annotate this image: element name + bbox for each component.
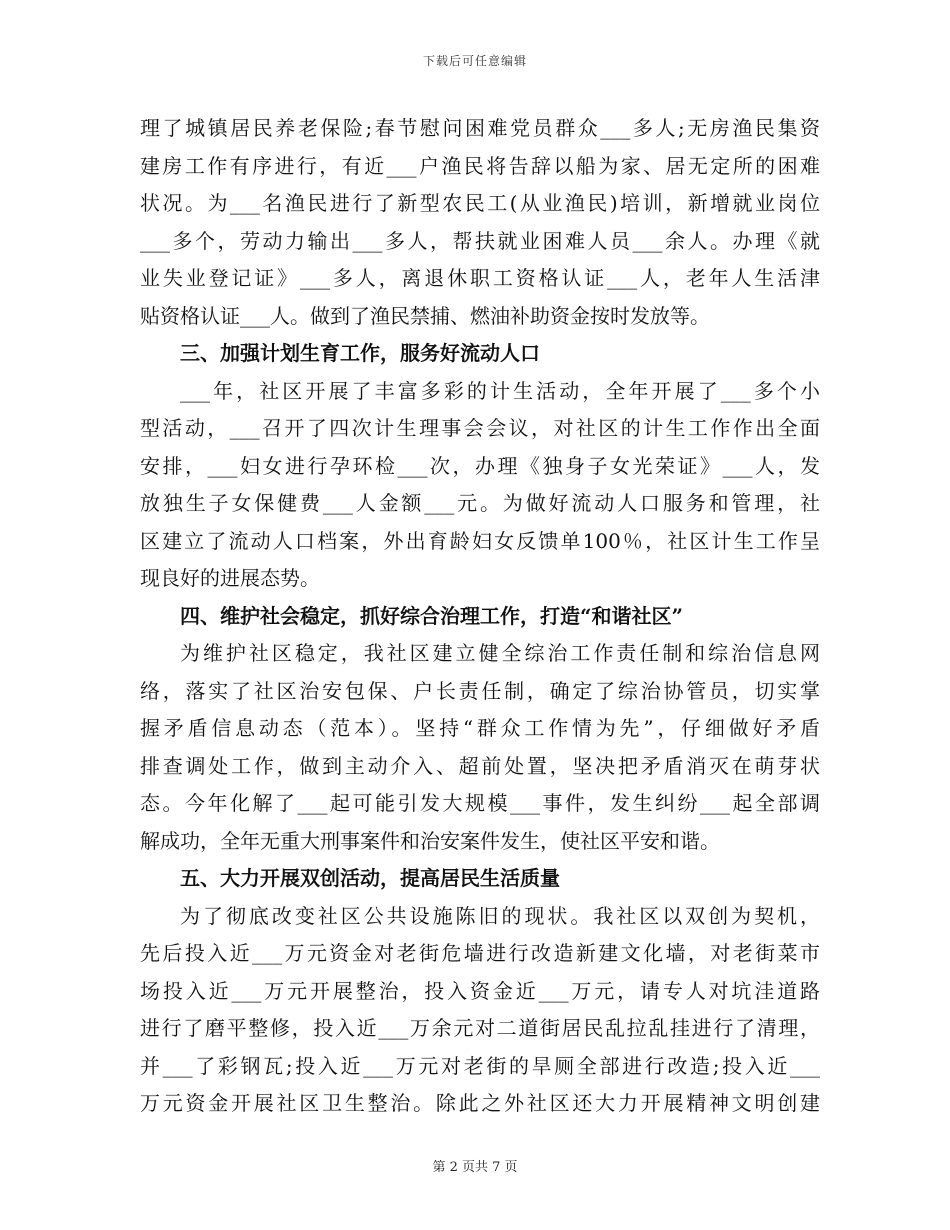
paragraph-line: 万元资金开展社区卫生整治。除此之外社区还大力开展精神文明创建 [140,1091,820,1115]
paragraph-line: 进行了磨平整修，投入近___万余元对二道街居民乱拉乱挂进行了清理， [140,1016,820,1040]
section-heading: 五、大力开展双创活动，提高居民生活质量 [180,866,560,890]
paragraph-line: 安排，___妇女进行孕环检___次，办理《独身子女光荣证》___人，发 [140,453,820,478]
paragraph-line: 状况。为___名渔民进行了新型农民工(从业渔民)培训，新增就业岗位 [140,191,820,215]
paragraph-line: ___年，社区开展了丰富多彩的计生活动，全年开展了___多个小 [180,378,820,403]
paragraph-line: 态。今年化解了___起可能引发大规模___事件，发生纠纷___起全部调 [140,791,820,815]
paragraph-line: 络，落实了社区治安包保、户长责任制，确定了综治协管员，切实掌 [140,678,820,703]
paragraph-line: 贴资格认证___人。做到了渔民禁捕、燃油补助资金按时发放等。 [140,303,710,328]
paragraph-line: 业失业登记证》___多人，离退休职工资格认证___人，老年人生活津 [140,266,820,290]
paragraph-line: 型活动，___召开了四次计生理事会会议，对社区的计生工作作出全面 [140,416,820,440]
paragraph-line: ___多个，劳动力输出___多人，帮扶就业困难人员___余人。办理《就 [140,228,820,253]
paragraph-line: 并___了彩钢瓦;投入近___万元对老街的旱厕全部进行改造;投入近___ [140,1053,820,1078]
paragraph-line: 先后投入近___万元资金对老街危墙进行改造新建文化墙，对老街菜市 [140,941,820,965]
paragraph-line: 场投入近___万元开展整治，投入资金近___万元，请专人对坑洼道路 [140,978,820,1003]
document-body [140,110,820,1123]
paragraph-line: 放独生子女保健费___人金额___元。为做好流动人口服务和管理，社 [140,491,820,515]
paragraph-line: 握矛盾信息动态（范本）。坚持“群众工作情为先”，仔细做好矛盾 [140,716,820,740]
paragraph-line: 区建立了流动人口档案，外出育龄妇女反馈单100％，社区计生工作呈 [140,528,820,553]
page-header: 下载后可任意编辑 [422,54,527,68]
paragraph-line: 排查调处工作，做到主动介入、超前处置，坚决把矛盾消灭在萌芽状 [140,753,820,778]
paragraph-line: 为维护社区稳定，我社区建立健全综治工作责任制和综治信息网 [180,641,820,665]
paragraph-line: 为了彻底改变社区公共设施陈旧的现状。我社区以双创为契机， [180,903,820,928]
paragraph-line: 现良好的进展态势。 [140,566,320,590]
paragraph-line: 理了城镇居民养老保险;春节慰问困难党员群众___多人;无房渔民集资 [140,116,820,140]
paragraph-line: 建房工作有序进行，有近___户渔民将告辞以船为家、居无定所的困难 [140,153,820,178]
page-footer: 第 2 页共 7 页 [432,1160,518,1175]
section-heading: 四、维护社会稳定，抓好综合治理工作，打造“和谐社区” [180,603,684,628]
paragraph-line: 解成功，全年无重大刑事案件和治安案件发生，使社区平安和谐。 [140,828,720,853]
section-heading: 三、加强计划生育工作，服务好流动人口 [180,341,540,365]
